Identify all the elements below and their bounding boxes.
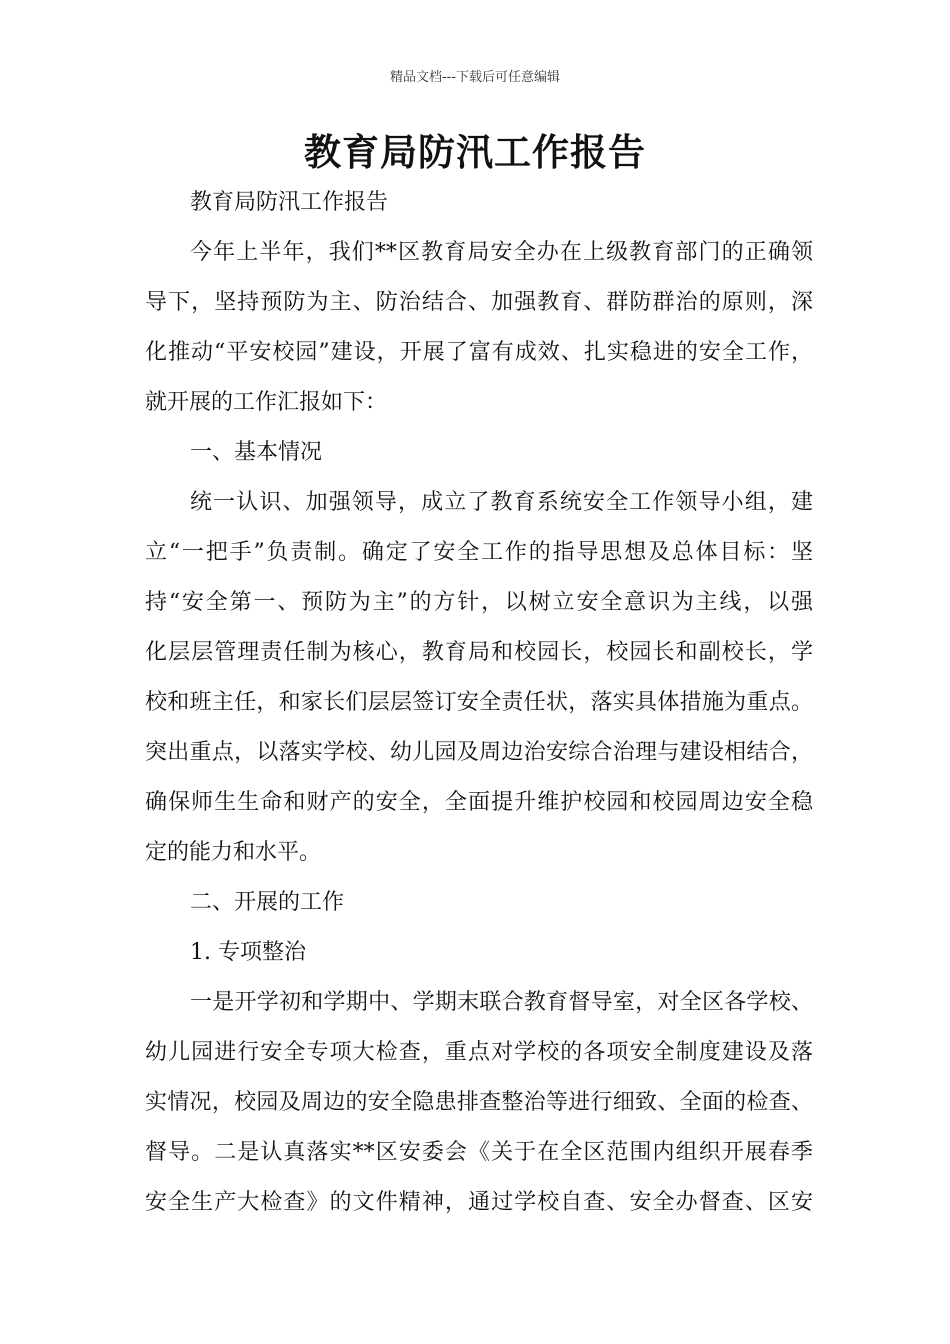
- paragraph-line: 督导。二是认真落实**区安委会《关于在全区范围内组织开展春季: [145, 1140, 813, 1165]
- paragraph-line: 立“一把手”负责制。确定了安全工作的指导思想及总体目标：坚: [145, 540, 813, 565]
- document-body: [145, 178, 813, 1228]
- page-header-watermark: 精品文档---下载后可任意编辑: [389, 70, 561, 85]
- paragraph-line: 实情况，校园及周边的安全隐患排查整治等进行细致、全面的检查、: [145, 1090, 813, 1115]
- paragraph-line: 一是开学初和学期中、学期末联合教育督导室，对全区各学校、: [190, 990, 813, 1015]
- subsection-heading: 1. 专项整治: [190, 940, 306, 965]
- paragraph-line: 定的能力和水平。: [145, 840, 322, 865]
- section-heading: 一、基本情况: [190, 440, 323, 465]
- subtitle-line: 教育局防汛工作报告: [190, 190, 389, 215]
- paragraph-line: 校和班主任，和家长们层层签订安全责任状，落实具体措施为重点。: [145, 690, 813, 715]
- paragraph-line: 今年上半年，我们**区教育局安全办在上级教育部门的正确领: [190, 240, 813, 265]
- paragraph-line: 幼儿园进行安全专项大检查，重点对学校的各项安全制度建设及落: [145, 1040, 813, 1065]
- section-heading: 二、开展的工作: [190, 890, 345, 915]
- document-title: 教育局防汛工作报告: [304, 131, 646, 174]
- paragraph-line: 导下，坚持预防为主、防治结合、加强教育、群防群治的原则，深: [145, 290, 813, 315]
- paragraph-line: 化层层管理责任制为核心，教育局和校园长，校园长和副校长，学: [145, 640, 813, 665]
- paragraph-line: 化推动“平安校园”建设，开展了富有成效、扎实稳进的安全工作，: [145, 340, 813, 365]
- paragraph-line: 安全生产大检查》的文件精神，通过学校自查、安全办督查、区安: [145, 1190, 813, 1215]
- paragraph-line: 持“安全第一、预防为主”的方针，以树立安全意识为主线，以强: [145, 590, 813, 615]
- paragraph-line: 确保师生生命和财产的安全，全面提升维护校园和校园周边安全稳: [145, 790, 813, 815]
- paragraph-line: 统一认识、加强领导，成立了教育系统安全工作领导小组，建: [190, 490, 813, 515]
- paragraph-line: 突出重点，以落实学校、幼儿园及周边治安综合治理与建设相结合，: [145, 740, 813, 765]
- paragraph-line: 就开展的工作汇报如下：: [145, 390, 388, 415]
